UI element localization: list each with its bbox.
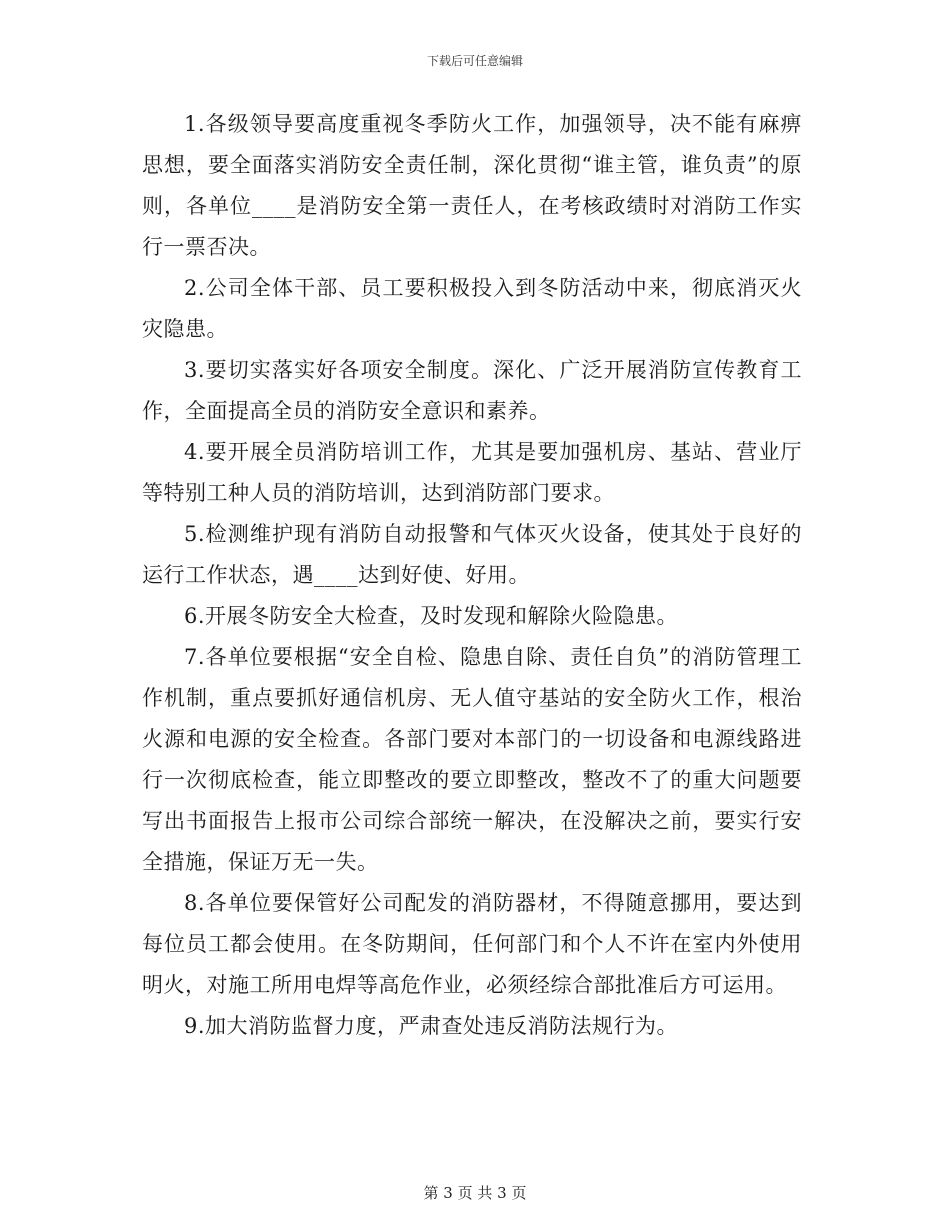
page-number-footer: 第 3 页 共 3 页 xyxy=(423,1184,527,1202)
paragraph-4: 4.要开展全员消防培训工作，尤其是要加强机房、基站、营业厅等特别工种人员的消防培训，达到消防部门要求。 xyxy=(142,440,802,505)
paragraph-1: 1.各级领导要高度重视冬季防火工作，加强领导，决不能有麻痹思想，要全面落实消防安全责任制，深化贯彻“谁主管，谁负责”的原则，各单位____是消防安全第一责任人，在考核政绩时对消防工作实行一票否决。 xyxy=(142,112,802,259)
paragraph-6: 6.开展冬防安全大检查，及时发现和解除火险隐患。 xyxy=(184,604,679,628)
document-body xyxy=(142,104,802,1047)
paragraph-9: 9.加大消防监督力度，严肃查处违反消防法规行为。 xyxy=(184,1014,679,1038)
paragraph-8: 8.各单位要保管好公司配发的消防器材，不得随意挪用，要达到每位员工都会使用。在冬防期间，任何部门和个人不许在室内外使用明火，对施工所用电焊等高危作业，必须经综合部批准后方可运用。 xyxy=(142,891,802,997)
page-header: 下载后可任意编辑 xyxy=(426,54,523,68)
paragraph-5: 5.检测维护现有消防自动报警和气体灭火设备，使其处于良好的运行工作状态，遇____达到好使、好用。 xyxy=(142,522,802,587)
paragraph-7: 7.各单位要根据“安全自检、隐患自除、责任自负”的消防管理工作机制，重点要抓好通信机房、无人值守基站的安全防火工作，根治火源和电源的安全检查。各部门要对本部门的一切设备和电源线路进行一次彻底检查，能立即整改的要立即整改，整改不了的重大问题要写出书面报告上报市公司综合部统一解决，在没解决之前，要实行安全措施，保证万无一失。 xyxy=(142,645,802,874)
paragraph-2: 2.公司全体干部、员工要积极投入到冬防活动中来，彻底消灭火灾隐患。 xyxy=(142,276,802,341)
paragraph-3: 3.要切实落实好各项安全制度。深化、广泛开展消防宣传教育工作，全面提高全员的消防安全意识和素养。 xyxy=(142,358,802,423)
